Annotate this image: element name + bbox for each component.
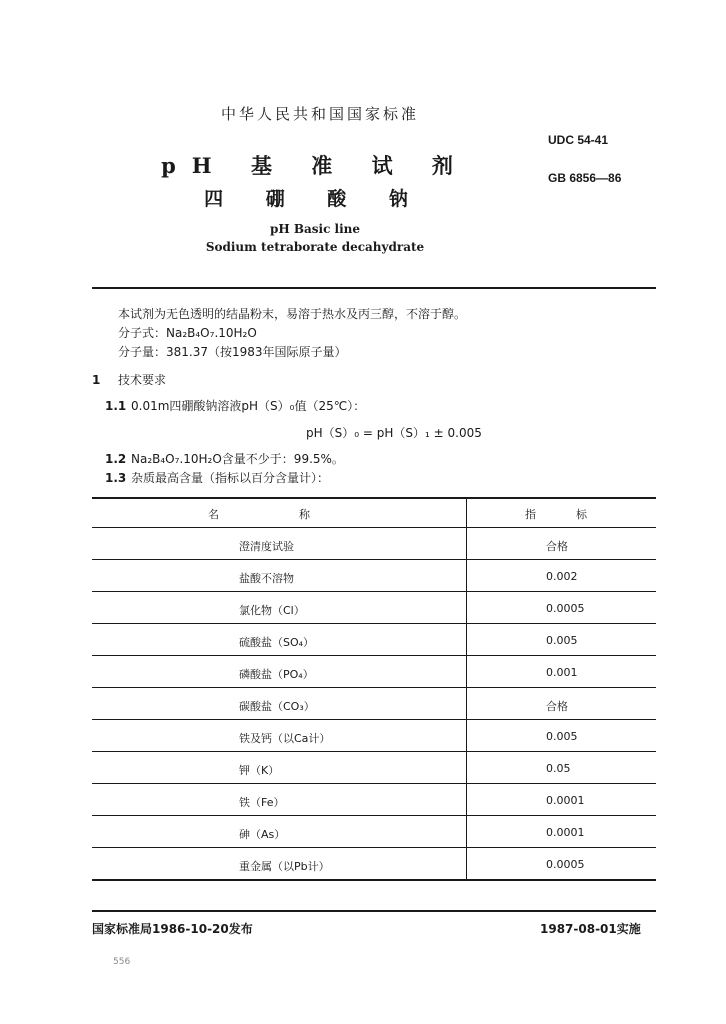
row-value: 合格 [546,700,568,713]
row-value: 0.005 [546,634,578,647]
row-value: 0.0005 [546,602,585,615]
section-number: 1.1 [105,399,127,413]
row-value: 合格 [546,540,568,553]
column-divider [466,560,467,591]
molecular-formula: 分子式：Na₂B₄O₇.10H₂O [118,326,257,340]
column-divider [466,752,467,783]
row-value: 0.005 [546,730,578,743]
description-paragraph: 本试剂为无色透明的结晶粉末，易溶于热水及丙三醇，不溶于醇。 [118,307,467,321]
section-1-3 [105,469,329,486]
row-name: 重金属（以Pb计） [239,860,330,873]
english-title-line-1: pH Basic line [269,222,361,236]
impurity-table [92,497,656,881]
gb-code: GB 6856—86 [548,171,622,185]
table-row [92,528,656,560]
row-value: 0.05 [546,762,571,775]
row-name: 磷酸盐（PO₄） [239,668,314,681]
table-row [92,656,656,688]
section-number: 1.2 [105,452,127,466]
english-title-line-2: Sodium tetraborate decahydrate [205,240,425,254]
table-row [92,816,656,848]
table-row [92,784,656,816]
table-row [92,624,656,656]
column-divider [466,816,467,847]
row-name: 氯化物（Cl） [239,604,305,617]
header-name: 名称 [208,508,390,521]
implementation-date: 1987-08-01实施 [540,922,641,936]
section-1-heading [92,371,166,388]
column-divider [466,688,467,719]
row-value: 0.0001 [546,826,585,839]
standard-title: 中华人民共和国国家标准 [220,105,419,123]
column-divider [466,592,467,623]
table-row [92,592,656,624]
bottom-rule [92,910,656,912]
row-value: 0.002 [546,570,578,583]
section-1-2 [105,450,344,467]
row-name: 铁及钙（以Ca计） [239,732,331,745]
table-row [92,848,656,881]
section-text: 0.01m四硼酸钠溶液pH（S）₀值（25℃）： [131,399,366,413]
table-row [92,560,656,592]
molecular-mass: 分子量：381.37（按1983年国际原子量） [118,345,347,359]
section-number: 1 [92,373,101,387]
row-name: 澄清度试验 [239,540,294,553]
document-title: pH 基 准 试 剂 [161,153,469,178]
column-divider [466,784,467,815]
section-1-1 [105,397,365,414]
row-name: 钾（K） [239,764,280,777]
row-value: 0.0001 [546,794,585,807]
section-text: Na₂B₄O₇.10H₂O含量不少于：99.5%。 [131,452,344,466]
column-divider [466,848,467,879]
column-divider [466,624,467,655]
row-name: 盐酸不溶物 [239,572,294,585]
row-name: 硫酸盐（SO₄） [239,636,315,649]
section-title: 技术要求 [118,373,167,387]
table-row [92,688,656,720]
row-name: 碳酸盐（CO₃） [239,700,315,713]
row-name: 铁（Fe） [239,796,285,809]
page-number: 556 [113,957,131,967]
section-number: 1.3 [105,471,127,485]
column-divider [466,720,467,751]
document-subtitle: 四 硼 酸 钠 [204,188,426,210]
issue-date: 国家标准局1986-10-20发布 [92,922,253,936]
table-row [92,720,656,752]
header-value: 指标 [525,508,627,521]
row-value: 0.0005 [546,858,585,871]
column-divider [466,528,467,559]
table-row [92,752,656,784]
row-value: 0.001 [546,666,578,679]
section-text: 杂质最高含量（指标以百分含量计）： [131,471,330,485]
ph-equation: pH（S）₀ = pH（S）₁ ± 0.005 [306,426,482,440]
top-rule [92,287,656,289]
udc-code: UDC 54-41 [548,133,609,147]
column-divider [466,656,467,687]
row-name: 砷（As） [239,828,286,841]
table-header-row [92,497,656,528]
